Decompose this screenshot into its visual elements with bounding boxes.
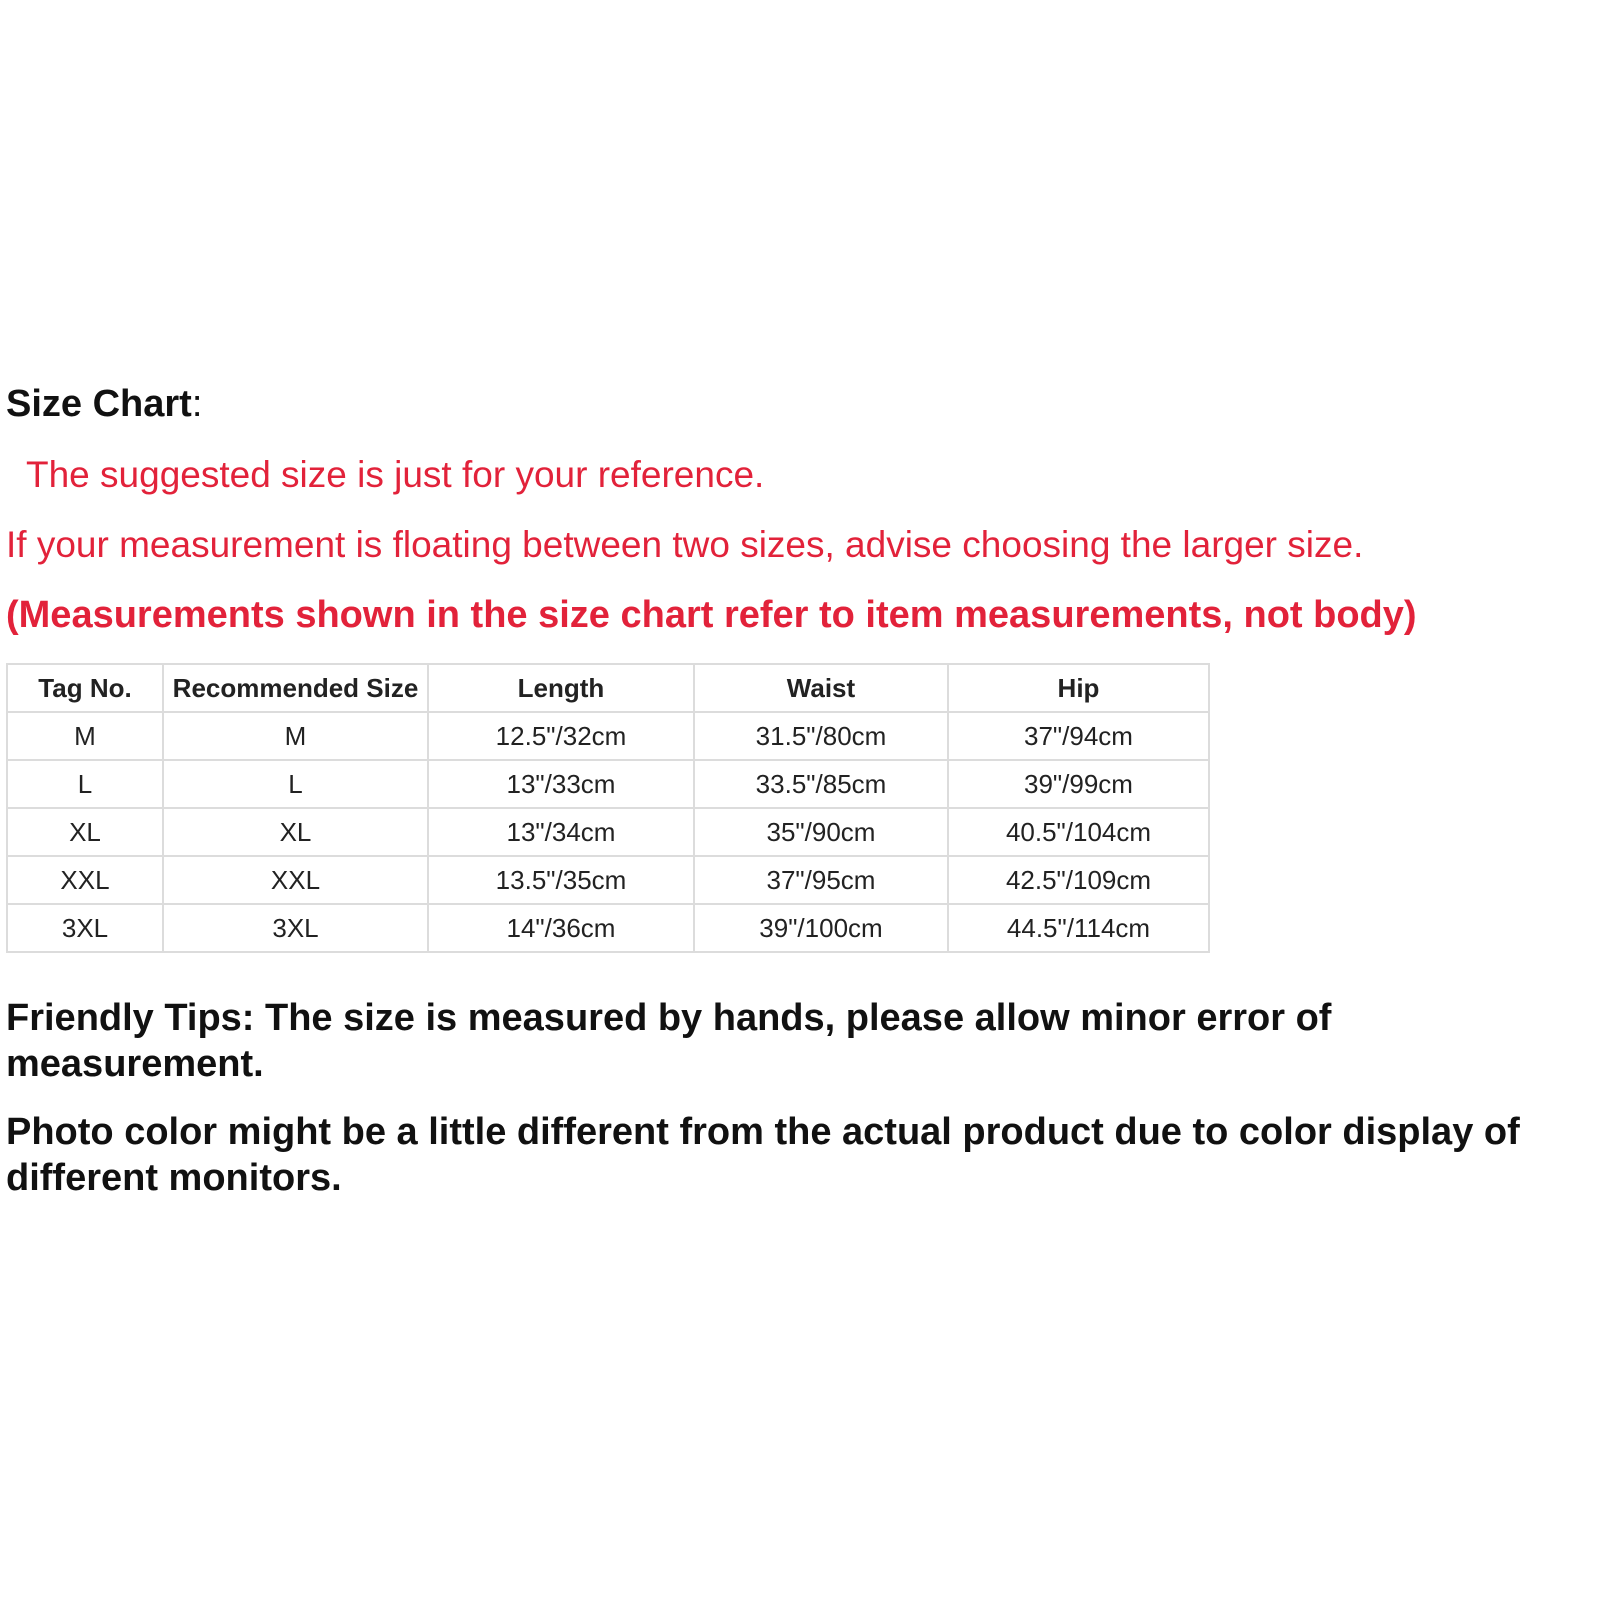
header-tag-no: Tag No.: [7, 664, 163, 712]
table-row: [7, 856, 1209, 904]
cell-length: 14"/36cm: [428, 904, 694, 952]
cell-waist: 37"/95cm: [694, 856, 948, 904]
cell-hip: 40.5"/104cm: [948, 808, 1209, 856]
cell-hip: 37"/94cm: [948, 712, 1209, 760]
cell-waist: 31.5"/80cm: [694, 712, 948, 760]
cell-length: 12.5"/32cm: [428, 712, 694, 760]
cell-tag-no: 3XL: [7, 904, 163, 952]
cell-waist: 35"/90cm: [694, 808, 948, 856]
cell-length: 13"/33cm: [428, 760, 694, 808]
size-chart-title: Size Chart: [6, 383, 192, 425]
cell-length: 13"/34cm: [428, 808, 694, 856]
size-chart-section: [6, 385, 1594, 1201]
reference-note: The suggested size is just for your reference.: [26, 454, 765, 495]
cell-recommended-size: L: [163, 760, 428, 808]
table-row: [7, 760, 1209, 808]
friendly-tips: Friendly Tips: The size is measured by hands, please allow minor error of measurement.: [6, 997, 1332, 1085]
table-row: [7, 808, 1209, 856]
header-waist: Waist: [694, 664, 948, 712]
cell-recommended-size: M: [163, 712, 428, 760]
table-header-row: [7, 664, 1209, 712]
cell-length: 13.5"/35cm: [428, 856, 694, 904]
cell-tag-no: M: [7, 712, 163, 760]
larger-size-advice: If your measurement is floating between two sizes, advise choosing the larger size.: [6, 524, 1364, 565]
size-chart-heading: [6, 385, 1594, 423]
photo-color-note: Photo color might be a little different from the actual product due to color display of different monitors.: [6, 1111, 1520, 1199]
header-hip: Hip: [948, 664, 1209, 712]
cell-waist: 39"/100cm: [694, 904, 948, 952]
measurement-disclaimer: (Measurements shown in the size chart refer to item measurements, not body): [6, 594, 1417, 636]
cell-hip: 44.5"/114cm: [948, 904, 1209, 952]
cell-waist: 33.5"/85cm: [694, 760, 948, 808]
cell-hip: 39"/99cm: [948, 760, 1209, 808]
cell-recommended-size: XL: [163, 808, 428, 856]
cell-recommended-size: XXL: [163, 856, 428, 904]
cell-tag-no: XL: [7, 808, 163, 856]
cell-tag-no: XXL: [7, 856, 163, 904]
header-recommended-size: Recommended Size: [163, 664, 428, 712]
cell-recommended-size: 3XL: [163, 904, 428, 952]
size-table: [6, 663, 1210, 953]
table-row: [7, 712, 1209, 760]
cell-tag-no: L: [7, 760, 163, 808]
size-chart-colon: :: [191, 383, 203, 425]
table-row: [7, 904, 1209, 952]
cell-hip: 42.5"/109cm: [948, 856, 1209, 904]
header-length: Length: [428, 664, 694, 712]
